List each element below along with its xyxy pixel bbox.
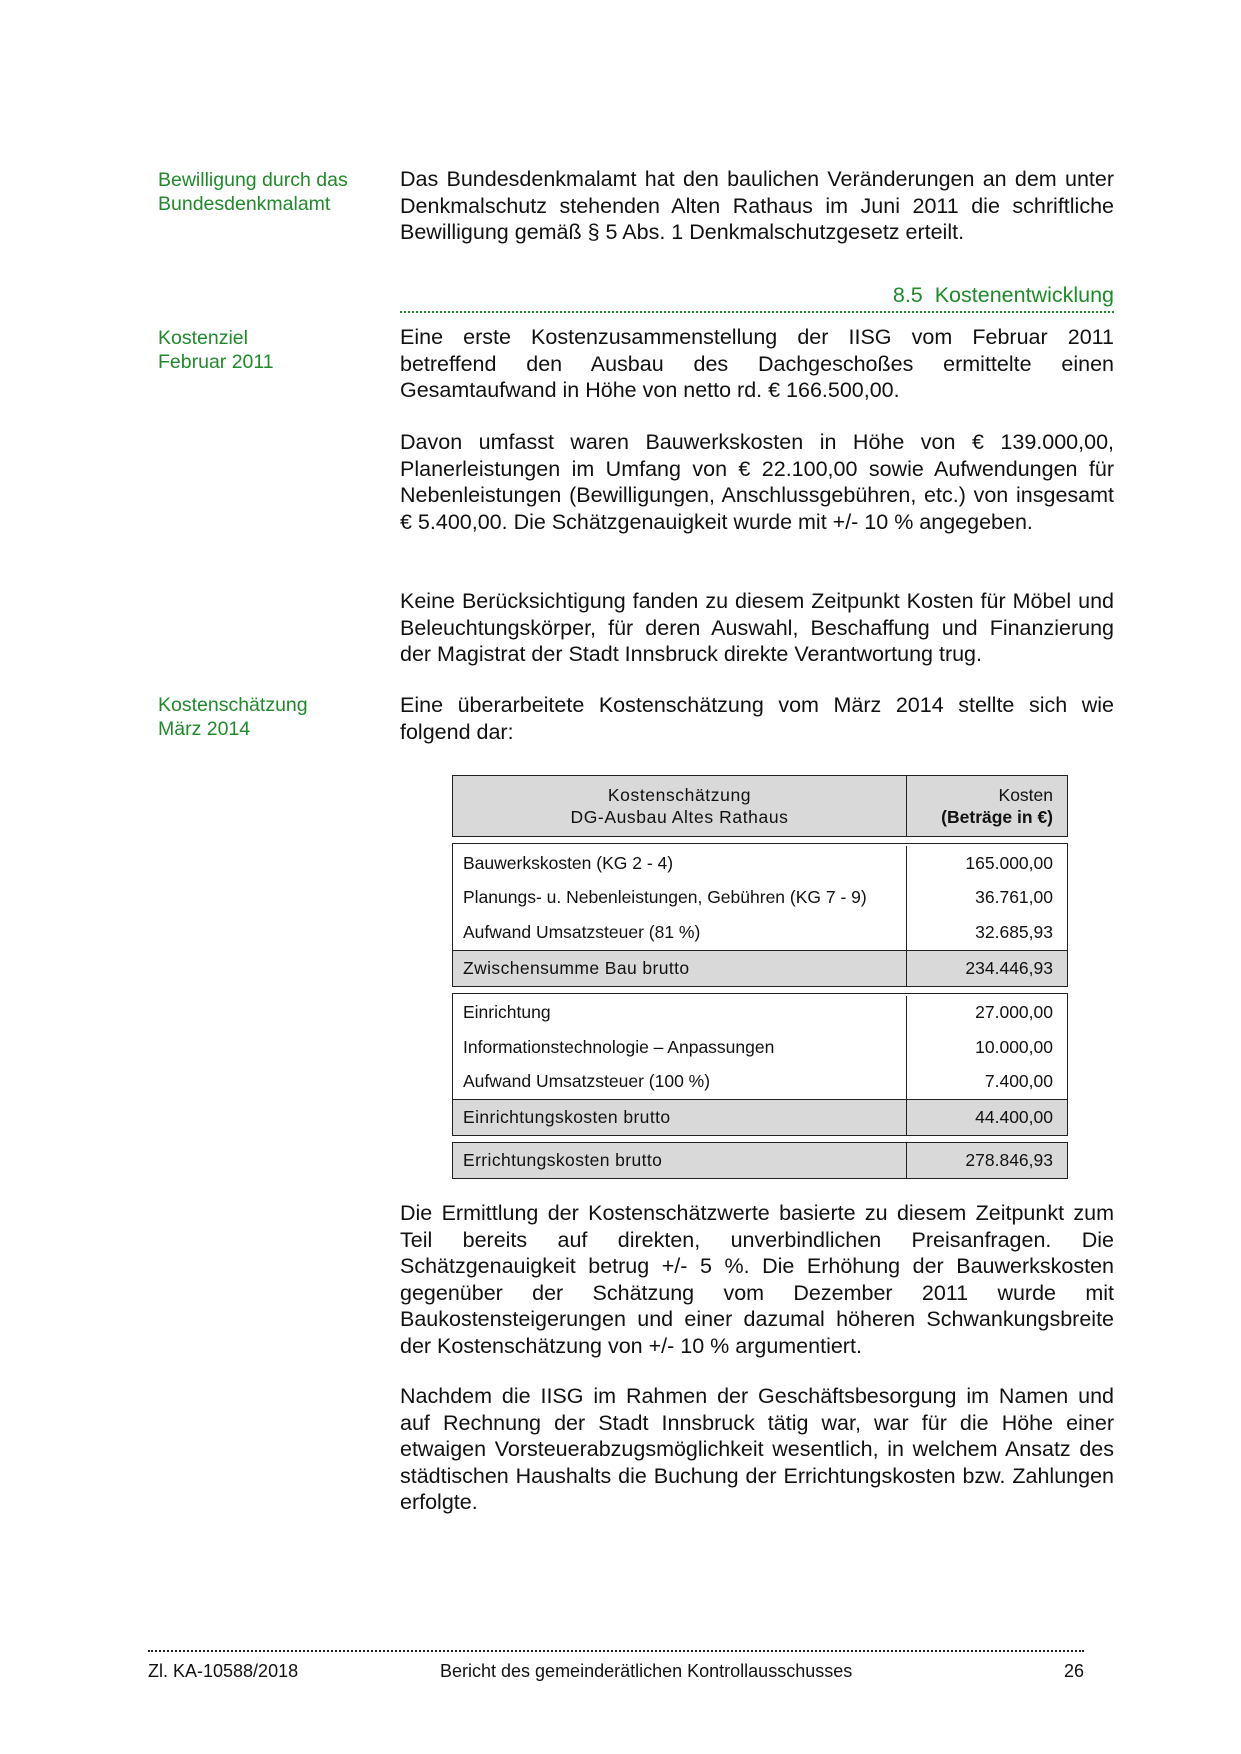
paragraph-kostenziel-2: Davon umfasst waren Bauwerkskosten in Höhe von € 139.000,00, Planerleistungen im Umfang von € 22.100,00 sowie Aufwendungen für Nebenleistungen (Bewilligungen, Anschlussgebühren, etc.) von insgesamt € 5.400,00. Die Schätzgenauigkeit wurde mit +/- 10 % angegeben. (400, 430, 1114, 534)
margin-note-line: Bundesdenkmalamt (158, 193, 331, 215)
table-row (453, 844, 1067, 881)
footer-reference: Zl. KA-10588/2018 (148, 1661, 299, 1681)
footer-title: Bericht des gemeinderätlichen Kontrollausschusses (440, 1661, 853, 1681)
section-title: Kostenentwicklung (934, 283, 1114, 307)
subtotal-label: Zwischensumme Bau brutto (453, 951, 907, 986)
row-value: 27.000,00 (975, 1002, 1053, 1023)
table-row (453, 881, 1067, 916)
section-divider (400, 311, 1114, 313)
row-value: 32.685,93 (975, 921, 1053, 942)
total-label: Errichtungskosten brutto (453, 1143, 907, 1178)
section-number: 8.5 (892, 283, 923, 307)
row-value: 7.400,00 (984, 1071, 1053, 1092)
margin-note-kostenziel (158, 326, 388, 374)
margin-note-kostenschaetzung (158, 693, 388, 741)
header-value-line: Kosten (998, 785, 1053, 805)
row-label: Aufwand Umsatzsteuer (100 %) (453, 1065, 907, 1100)
table-group-einrichtung (452, 993, 1068, 1137)
table-row (453, 915, 1067, 950)
table-row (453, 994, 1067, 1031)
cost-estimate-table (452, 775, 1068, 1185)
row-label: Bauwerkskosten (KG 2 - 4) (453, 846, 907, 881)
table-subtotal-row (453, 950, 1067, 986)
row-label: Planungs- u. Nebenleistungen, Gebühren (KG 7 - 9) (453, 881, 907, 916)
table-row (453, 1030, 1067, 1065)
paragraph-kostenziel-1: Eine erste Kostenzusammenstellung der IISG vom Februar 2011 betreffend den Ausbau des Dachgeschoßes ermittelte einen Gesamtaufwand in Höhe von netto rd. € 166.500,00. (400, 325, 1114, 402)
subtotal-value: 44.400,00 (975, 1107, 1053, 1127)
footer-divider (148, 1650, 1084, 1652)
header-label-line: DG-Ausbau Altes Rathaus (570, 807, 789, 827)
table-total-row (453, 1143, 1067, 1178)
subtotal-label: Einrichtungskosten brutto (453, 1100, 907, 1135)
page-number: 26 (1063, 1661, 1084, 1681)
row-label: Einrichtung (453, 996, 907, 1031)
paragraph-kostenziel-3: Keine Berücksichtigung fanden zu diesem Zeitpunkt Kosten für Möbel und Beleuchtungskörper, für deren Auswahl, Beschaffung und Finanzierung der Magistrat der Stadt Innsbruck direkte Verantwortung trug. (400, 589, 1114, 666)
paragraph-kostenschaetzung-intro: Eine überarbeitete Kostenschätzung vom März 2014 stellte sich wie folgend dar: (400, 693, 1114, 744)
paragraph-vorsteuer: Nachdem die IISG im Rahmen der Geschäftsbesorgung im Namen und auf Rechnung der Stadt Innsbruck tätig war, war für die Höhe einer etwaigen Vorsteuerabzugsmöglichkeit wesentlich, in welchem Ansatz des städtischen Haushalts die Buchung der Errichtungskosten bzw. Zahlungen erfolgte. (400, 1384, 1114, 1514)
margin-note-line: Februar 2011 (158, 351, 274, 373)
row-value: 36.761,00 (975, 887, 1053, 908)
margin-note-line: Bewilligung durch das (158, 169, 348, 191)
row-label: Aufwand Umsatzsteuer (81 %) (453, 915, 907, 950)
table-row (453, 1065, 1067, 1100)
table-header-label (453, 776, 907, 836)
table-header-value (907, 776, 1067, 836)
row-label: Informationstechnologie – Anpassungen (453, 1030, 907, 1065)
subtotal-value: 234.446,93 (965, 957, 1053, 978)
section-heading (400, 282, 1114, 308)
header-label-line: Kostenschätzung (607, 785, 752, 805)
paragraph-bewilligung: Das Bundesdenkmalamt hat den baulichen Veränderungen an dem unter Denkmalschutz stehenden Alten Rathaus im Juni 2011 die schriftliche Bewilligung gemäß § 5 Abs. 1 Denkmalschutzgesetz erteilt. (400, 167, 1114, 244)
table-header (452, 775, 1068, 837)
margin-note-line: März 2014 (158, 718, 251, 740)
table-header-row (453, 776, 1067, 836)
margin-note-line: Kostenschätzung (158, 694, 308, 716)
table-group-bau (452, 843, 1068, 987)
row-value: 165.000,00 (965, 852, 1053, 873)
row-value: 10.000,00 (975, 1036, 1053, 1057)
total-value: 278.846,93 (965, 1150, 1053, 1170)
margin-note-line: Kostenziel (158, 327, 248, 349)
paragraph-ermittlung: Die Ermittlung der Kostenschätzwerte basierte zu diesem Zeitpunkt zum Teil bereits auf direkten, unverbindlichen Preisanfragen. Die Schätzgenauigkeit betrug +/- 5 %. Die Erhöhung der Bauwerkskosten gegenüber der Schätzung vom Dezember 2011 wurde mit Baukostensteigerungen und einer dazumal höheren Schwankungsbreite der Kostenschätzung von +/- 10 % argumentiert. (400, 1201, 1114, 1358)
header-value-unit: (Beträge in €) (941, 807, 1053, 827)
table-total (452, 1142, 1068, 1179)
margin-note-bewilligung (158, 168, 388, 216)
table-subtotal-row (453, 1099, 1067, 1135)
